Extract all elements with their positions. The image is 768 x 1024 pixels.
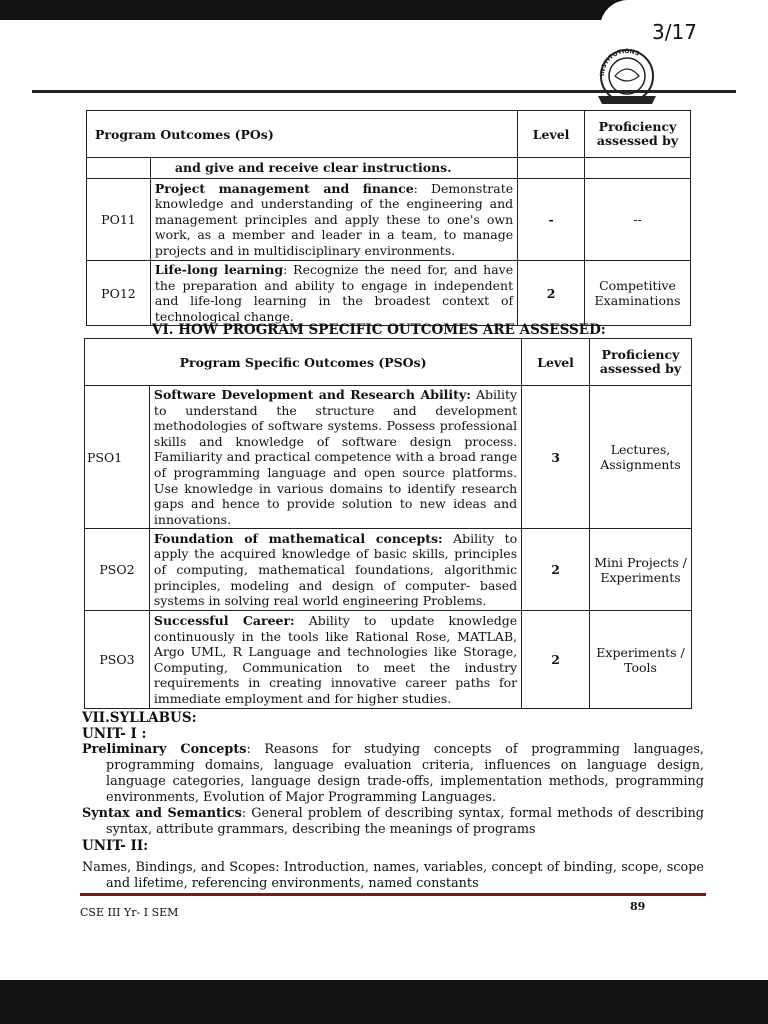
po-table (86, 110, 691, 326)
preliminary-concepts (82, 742, 704, 806)
po-header-proficiency: Proficiency assessed by (585, 111, 691, 158)
pso-proficiency: Lectures, Assignments (590, 386, 692, 529)
po-code: PO11 (87, 179, 151, 261)
footer-left: CSE III Yr- I SEM (80, 906, 179, 919)
pso-header-proficiency: Proficiency assessed by (590, 339, 692, 386)
prelim-text: : Reasons for studying concepts of programming languages, programming domains, language evaluation criteria, influences on language design, language categories, language design trade-offs, implementation methods, programming environments, Evolution of Major Programming Languages. (106, 742, 705, 805)
pso-level: 2 (522, 529, 590, 611)
header-rule (32, 90, 736, 93)
po-header-level: Level (518, 111, 585, 158)
po-header-outcome: Program Outcomes (POs) (87, 111, 518, 158)
table-row (87, 261, 691, 326)
po-title: Life-long learning (154, 262, 284, 277)
pso-proficiency: Experiments / Tools (590, 611, 692, 709)
po-text: : Recognize the need for, and have the preparation and ability to engage in independent and life-long learning in the broadest context of technological change. (154, 262, 514, 324)
po-proficiency: -- (585, 179, 691, 261)
page-indicator: 3/17 (652, 20, 697, 44)
pso-title: Successful Career: (153, 613, 295, 629)
bottom-bar (0, 980, 768, 1024)
pso-title: Foundation of mathematical concepts: (153, 530, 443, 546)
pso-table (84, 338, 692, 709)
pso-section-title: VI. HOW PROGRAM SPECIFIC OUTCOMES ARE ASSESSED: (152, 322, 606, 338)
pso-text: Ability to update knowledge continuously in the tools like Rational Rose, MATLAB, Argo UML, R Language and technologies like Storage, Computing, Communication to meet the industry requirements in creating innovative career paths for immediate employment and for higher studies. (153, 613, 518, 707)
pso-text: Ability to apply the acquired knowledge of basic skills, principles of computing, mathematical foundations, algorithmic principles, modeling and design of computer- based systems in solving real world engineering Problems. (153, 530, 518, 609)
syllabus-heading: VII.SYLLABUS: (82, 710, 197, 726)
po-title: Project management and finance (154, 180, 414, 196)
pso-description (149, 611, 521, 709)
po-continuation-text: and give and receive clear instructions. (150, 158, 517, 179)
po-proficiency: Competitive Examinations (585, 261, 691, 326)
prelim-title: Preliminary Concepts (82, 742, 247, 757)
pso-code: PSO2 (85, 529, 150, 611)
pso-proficiency: Mini Projects / Experiments (590, 529, 692, 611)
footer-page-number: 89 (630, 900, 646, 913)
institution-logo-icon (590, 46, 664, 110)
pso-code: PSO3 (85, 611, 150, 709)
unit2-heading: UNIT- II: (82, 838, 149, 854)
pso-header-outcome: Program Specific Outcomes (PSOs) (85, 339, 522, 386)
po-header-row (87, 111, 691, 158)
names-bindings: Names, Bindings, and Scopes: Introduction, names, variables, concept of binding, scope, scope and lifetime, referencing environments, named constants (82, 860, 704, 891)
pso-code: PSO1 (85, 386, 150, 529)
pso-header-level: Level (522, 339, 590, 386)
syntax-semantics (82, 806, 704, 838)
pso-level: 3 (522, 386, 590, 529)
table-row (85, 529, 692, 611)
po-level: 2 (518, 261, 585, 326)
po-description (150, 179, 517, 261)
po-code: PO12 (87, 261, 151, 326)
pso-header-row (85, 339, 692, 386)
table-row (85, 386, 692, 529)
po-description (150, 261, 517, 326)
po-text: : Demonstrate knowledge and understanding of the engineering and management principles and apply these to one's own work, as a member and leader in a team, to manage projects and in multidisciplinary environments. (154, 180, 514, 258)
syntax-title: Syntax and Semantics (82, 806, 242, 821)
syllabus-section (82, 710, 704, 892)
footer-rule (80, 893, 706, 896)
logo-text: INSTITUTIONS (598, 47, 641, 77)
po-continuation-row (87, 158, 691, 179)
po-level: - (518, 179, 585, 261)
pso-description (149, 386, 521, 529)
unit1-heading: UNIT- I : (82, 726, 147, 742)
syntax-text: : General problem of describing syntax, formal methods of describing syntax, attribute grammars, describing the meanings of programs (106, 806, 704, 837)
pso-level: 2 (522, 611, 590, 709)
pso-text: Ability to understand the structure and development methodologies of software systems. Possess professional skills and knowledge of software design process. Familiarity and practical competence with a broad range of programming language and open source platforms. Use knowledge in various domains to identify research gaps and hence to provide solution to new ideas and innovations. (153, 387, 518, 527)
pso-description (149, 529, 521, 611)
pso-title: Software Development and Research Ability: (153, 387, 471, 402)
table-row (85, 611, 692, 709)
table-row (87, 179, 691, 261)
